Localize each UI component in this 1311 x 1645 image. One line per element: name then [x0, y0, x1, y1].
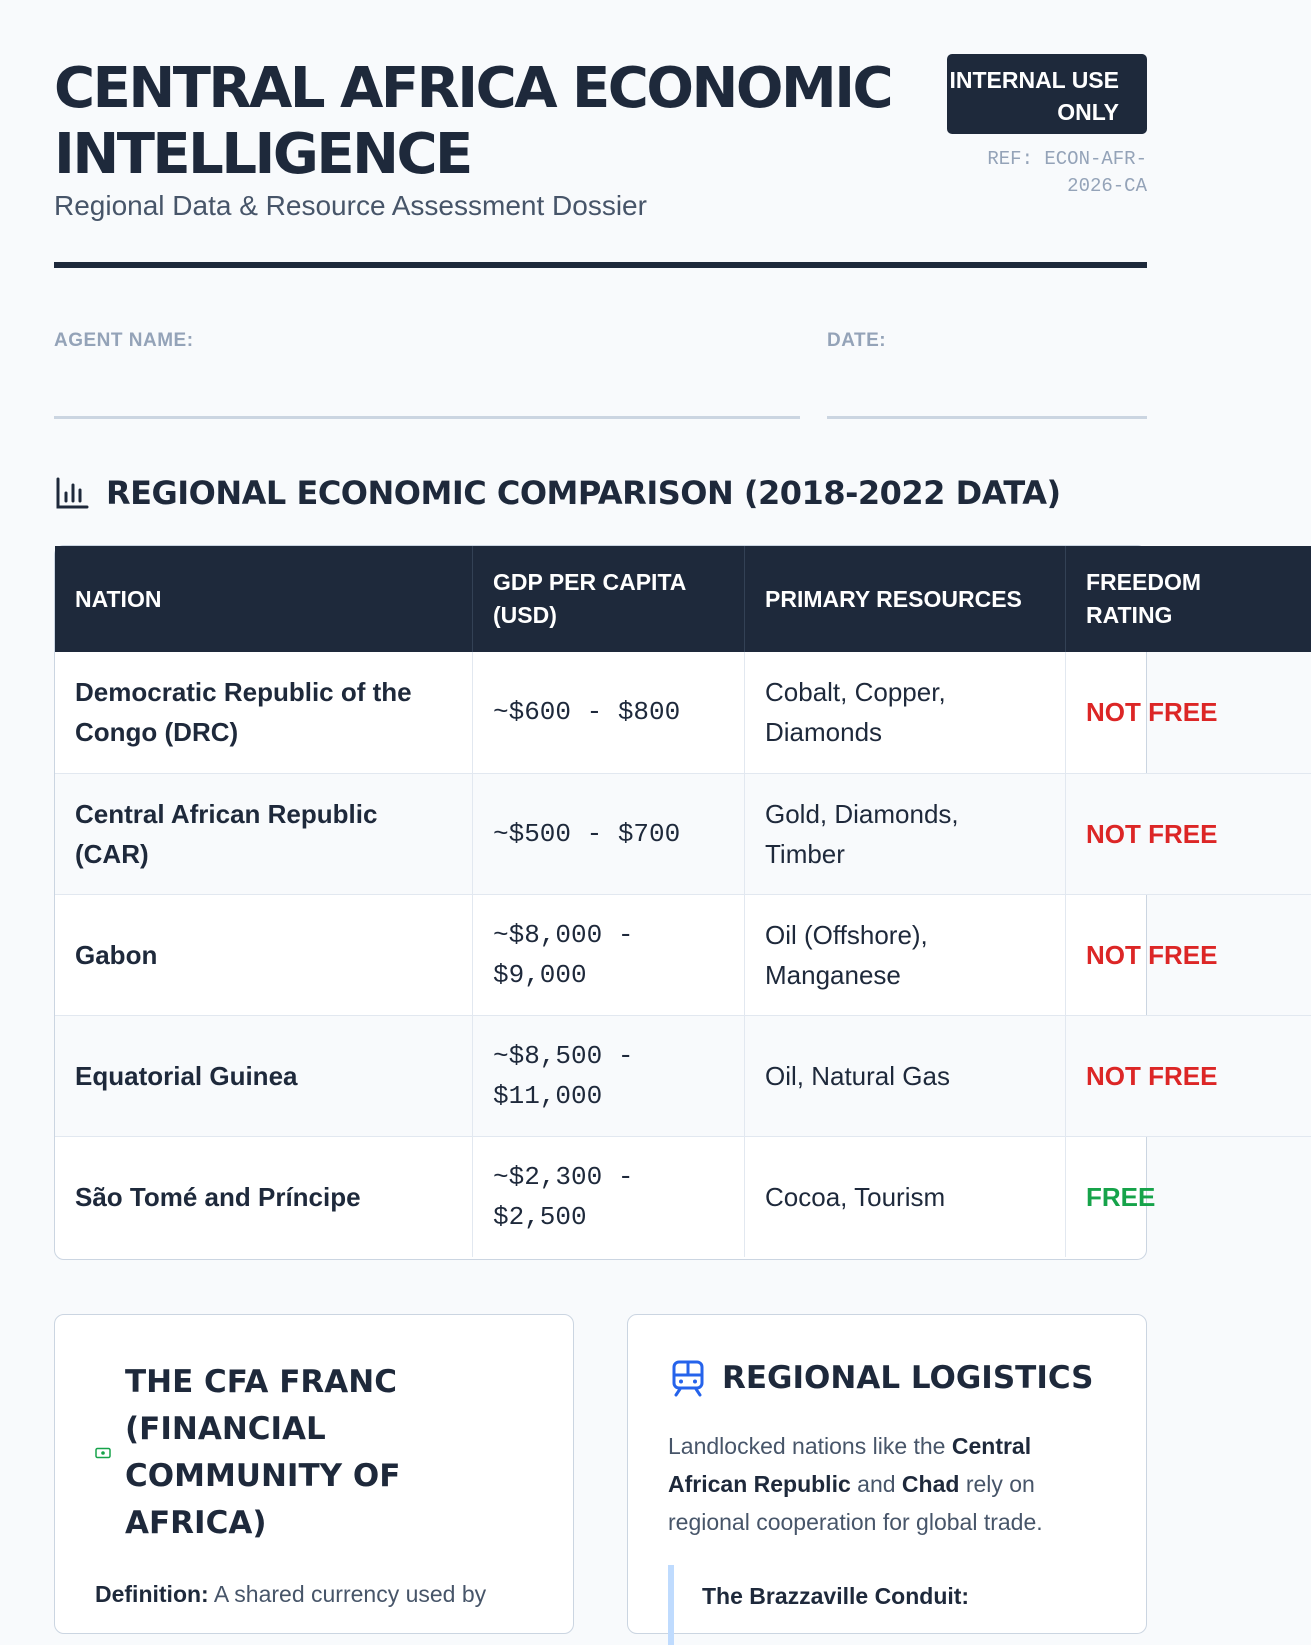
table-header-row [55, 546, 1311, 652]
rating-cell: NOT FREE [1066, 652, 1311, 773]
table-row [55, 894, 1311, 1015]
logistics-text: Landlocked nations like the [668, 1433, 945, 1459]
table-row [55, 652, 1311, 773]
column-header-resources: PRIMARY RESOURCES [745, 546, 1066, 652]
dossier-header [54, 0, 1147, 268]
gdp-cell: ~$600 - $800 [473, 652, 745, 773]
rating-cell: NOT FREE [1066, 773, 1311, 894]
agent-name-label: AGENT NAME: [54, 330, 800, 352]
train-icon [670, 1359, 706, 1397]
bar-chart-icon [54, 475, 90, 511]
logistics-heading [670, 1359, 1094, 1397]
cfa-definition [95, 1575, 535, 1613]
date-label: DATE: [827, 330, 1147, 352]
resources-cell: Oil (Offshore), Manganese [745, 894, 1066, 1015]
table-row [55, 1015, 1311, 1136]
table-row [55, 1136, 1311, 1257]
nation-cell: Democratic Republic of the Congo (DRC) [55, 652, 473, 773]
resources-cell: Oil, Natural Gas [745, 1015, 1066, 1136]
gdp-cell: ~$8,000 - $9,000 [473, 894, 745, 1015]
car-highlight: Central African Republic [668, 1433, 1031, 1497]
nation-cell: Central African Republic (CAR) [55, 773, 473, 894]
comparison-table [54, 545, 1147, 1260]
comparison-heading [54, 468, 1061, 518]
logistics-title: REGIONAL LOGISTICS [722, 1360, 1094, 1396]
classification-badge: INTERNAL USE ONLY [947, 54, 1147, 134]
brazzaville-callout [668, 1565, 1108, 1645]
nation-cell: Equatorial Guinea [55, 1015, 473, 1136]
reference-code: REF: ECON-AFR-2026-CA [947, 146, 1147, 200]
logistics-text: rely on regional cooperation for global trade. [668, 1471, 1043, 1535]
definition-text: A shared currency used by [214, 1581, 486, 1607]
logistics-text: and [857, 1471, 895, 1497]
comparison-title: REGIONAL ECONOMIC COMPARISON (2018-2022 DATA) [106, 474, 1061, 512]
rating-cell: FREE [1066, 1136, 1311, 1257]
banknote-icon [95, 1447, 111, 1459]
rating-cell: NOT FREE [1066, 894, 1311, 1015]
gdp-cell: ~$500 - $700 [473, 773, 745, 894]
dossier-page [54, 0, 1147, 268]
gdp-cell: ~$2,300 - $2,500 [473, 1136, 745, 1257]
cfa-franc-card [54, 1314, 574, 1634]
column-header-gdp: GDP PER CAPITA (USD) [473, 546, 745, 652]
agent-name-field[interactable] [54, 330, 800, 419]
resources-cell: Cobalt, Copper, Diamonds [745, 652, 1066, 773]
cfa-title: THE CFA FRANC (FINANCIAL COMMUNITY OF AFRICA) [125, 1359, 455, 1547]
page-title: CENTRAL AFRICA ECONOMIC INTELLIGENCE [54, 56, 934, 188]
nation-cell: Gabon [55, 894, 473, 1015]
column-header-nation: NATION [55, 546, 473, 652]
page-subtitle: Regional Data & Resource Assessment Dossier [54, 190, 647, 222]
regional-logistics-card [627, 1314, 1147, 1634]
cfa-heading [95, 1359, 455, 1547]
definition-label: Definition: [95, 1581, 209, 1607]
form-fields [54, 330, 1147, 420]
column-header-rating: FREEDOM RATING [1066, 546, 1311, 652]
chad-highlight: Chad [902, 1471, 960, 1497]
rating-cell: NOT FREE [1066, 1015, 1311, 1136]
resources-cell: Gold, Diamonds, Timber [745, 773, 1066, 894]
gdp-cell: ~$8,500 - $11,000 [473, 1015, 745, 1136]
date-field[interactable] [827, 330, 1147, 419]
logistics-description [668, 1427, 1108, 1541]
callout-title: The Brazzaville Conduit: [702, 1583, 1108, 1610]
table-row [55, 773, 1311, 894]
resources-cell: Cocoa, Tourism [745, 1136, 1066, 1257]
nation-cell: São Tomé and Príncipe [55, 1136, 473, 1257]
